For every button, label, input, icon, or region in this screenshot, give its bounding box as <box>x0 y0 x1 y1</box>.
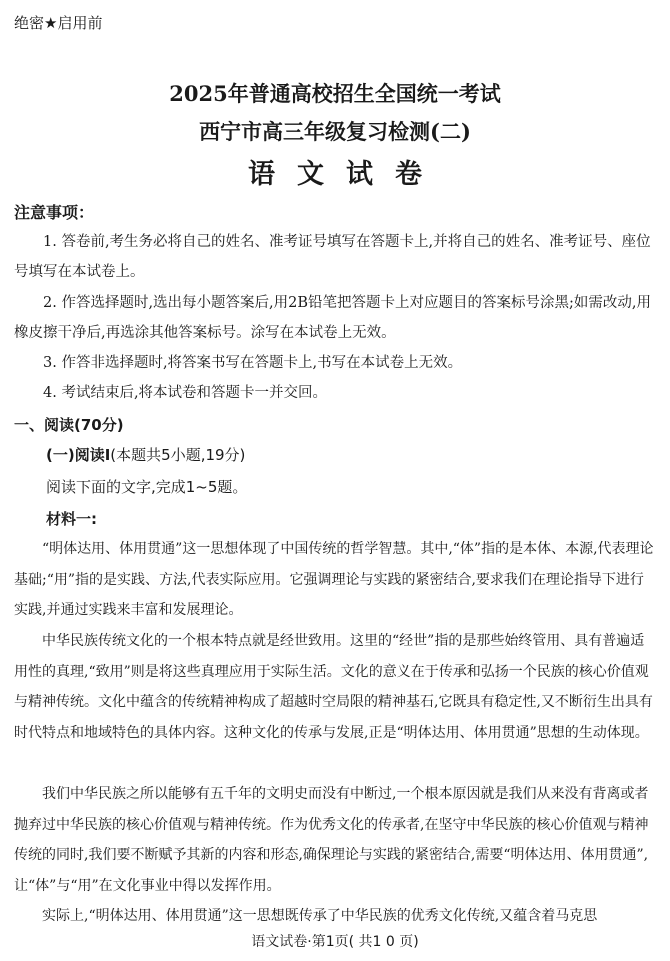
subsection-title <box>46 444 245 465</box>
passage-paragraph-4: 实际上,“明体达用、体用贯通”这一思想既传承了中华民族的优秀文化传统,又蕴含着马克思 <box>42 908 598 924</box>
subject-title: 语文试卷 <box>248 159 444 190</box>
notice-item-3: 3. 作答非选择题时,将答案书写在答题卡上,书写在本试卷上无效。 <box>43 355 463 371</box>
subsection-label: (一)阅读Ⅰ <box>46 446 111 464</box>
notice-item-4: 4. 考试结束后,将本试卷和答题卡一并交回。 <box>43 385 328 401</box>
page-footer: 语文试卷·第1页( 共1 0 页) <box>251 934 419 950</box>
exam-title: 2025年普通高校招生全国统一考试 <box>169 81 501 106</box>
exam-subtitle: 西宁市高三年级复习检测(二) <box>199 119 471 144</box>
subsection-detail: (本题共5小题,19分) <box>110 446 246 464</box>
secret-mark: 绝密★启用前 <box>14 14 103 32</box>
passage-paragraph-3: 我们中华民族之所以能够有五千年的文明史而没有中断过,一个根本原因就是我们从来没有背离或者抛弃过中华民族的核心价值观与精神传统。作为优秀文化的传承者,在坚守中华民族的核心价值观与精神传统的同时,我们要不断赋予其新的内容和形态,确保理论与实践的紧密结合,需要“明体达用、体用贯通”,让“体”与“用”在文化事业中得以发挥作用。 <box>14 786 649 894</box>
notice-heading: 注意事项： <box>14 203 95 222</box>
passage-paragraph-2: 中华民族传统文化的一个根本特点就是经世致用。这里的“经世”指的是那些始终管用、具有普遍适用性的真理,“致用”则是将这些真理应用于实际生活。文化的意义在于传承和弘扬一个民族的核心价值观与精神传统。文化中蕴含的传统精神构成了超越时空局限的精神基石,它既具有稳定性,又不断衍生出具有时代特点和地域特色的具体内容。这种文化的传承与发展,正是“明体达用、体用贯通”思想的生动体现。 <box>14 633 653 741</box>
passage-paragraph-1: “明体达用、体用贯通”这一思想体现了中国传统的哲学智慧。其中,“体”指的是本体、本源,代表理论基础;“用”指的是实践、方法,代表实际应用。它强调理论与实践的紧密结合,要求我们在理论指导下进行实践,并通过实践来丰富和发展理论。 <box>14 541 654 618</box>
notice-item-1: 1. 答卷前,考生务必将自己的姓名、准考证号填写在答题卡上,并将自己的姓名、准考证号、座位号填写在本试卷上。 <box>14 234 651 280</box>
notice-item-2: 2. 作答选择题时,选出每小题答案后,用2B铅笔把答题卡上对应题目的答案标号涂黑;如需改动,用橡皮擦干净后,再选涂其他答案标号。涂写在本试卷上无效。 <box>14 295 652 341</box>
material-label: 材料一: <box>46 510 97 528</box>
section-title: 一、阅读(70分) <box>14 416 124 434</box>
reading-instruction: 阅读下面的文字,完成1~5题。 <box>46 478 248 496</box>
